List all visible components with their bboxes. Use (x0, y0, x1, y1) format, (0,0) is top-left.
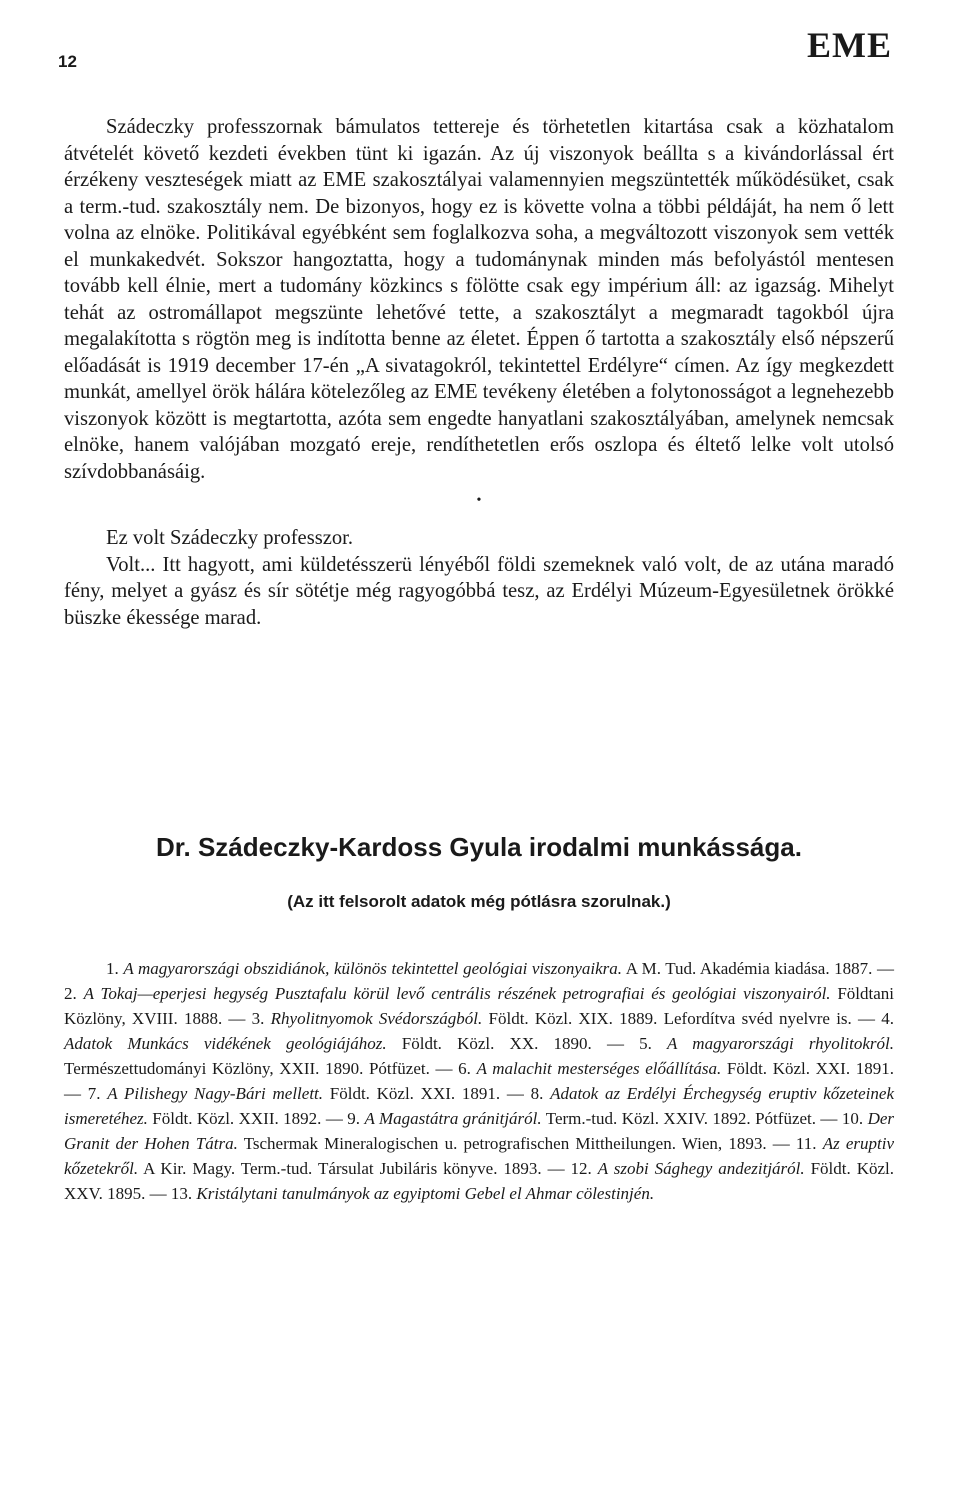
bibliography-text: 1. (106, 959, 124, 978)
bibliography-title: A magyarországi obszidiánok, különös tekintettel geológiai viszonyaikra. (123, 959, 623, 978)
bibliography-text: Földt. Közl. XXI. 1891. — 7. (64, 1059, 894, 1103)
page-number: 12 (58, 52, 77, 71)
bibliography-text: Földt. Közl. XXI. 1891. — 8. (323, 1084, 551, 1103)
bibliography-title: A magyarországi rhyolitokról. (667, 1034, 894, 1053)
section-note: (Az itt felsorolt adatok még pótlásra szorulnak.) (287, 892, 671, 911)
bibliography-text: Földt. Közl. XIX. 1889. Lefordítva svéd nyelvre is. — 4. (482, 1009, 894, 1028)
bibliography-text: Földt. Közl. XXII. 1892. — 9. (147, 1109, 365, 1128)
bibliography-text: A M. Tud. Akadémia kiadása. 1887. — 2. (64, 959, 894, 1003)
bibliography-text: A Kir. Magy. Term.-tud. Társulat Jubiláris könyve. 1893. — 12. (138, 1159, 598, 1178)
paragraph: Szádeczky professzornak bámulatos tettereje és törhetetlen kitartása csak a közhatalom átvételét követő kezdeti években tünt ki igazán. Az új viszonyok beállta s a kivándorlással ért érzékeny veszteségek miatt az EME szakosztályai valamennyien megszüntették működésüket, csak a term.-tud. szakosztály nem. De bizonyos, hogy ez is követte volna a többi példáját, ha nem ő lett volna az elnöke. Politikával egyébként sem foglalkozva soha, a megváltozott viszonyok sem vették el munkakedvét. Sokszor hangoztatta, hogy a tudománynak minden más befolyástól mentesen tovább kell élnie, mert a tudomány közkincs s fölötte csak egy impérium áll: az igazság. Mihelyt tehát az ostromállapot megszünte lehetővé tette, a szakosztályt a megmaradt tagokból újra megalakította s rögtön meg is indította benne az életet. Éppen ő tartotta a szakosztály első népszerű előadását is 1919 december 17-én „A sivatagokról, tekintettel Erdélyre“ címen. Az így megkezdett munkát, amellyel örök hálára kötelezőleg az EME tevékeny életében a folytonosságot a legnehezebb viszonyok között is megtartotta, azóta sem engedte hanyatlani szakosztályában, amelynek nemcsak elnöke, hanem valójában mozgató ereje, rendíthetetlen erős oszlopa és éltető lelke volt utolsó szívdobbanásáig. (64, 116, 894, 483)
bibliography-title: Az eruptiv kőzetekről. (64, 1134, 894, 1178)
bibliography-list (64, 956, 894, 1206)
bibliography-text: Földtani Közlöny, XVIII. 1888. — 3. (64, 984, 895, 1028)
bibliography-title: A Magastátra gránitjáról. (364, 1109, 542, 1128)
bibliography-title: A Tokaj—eperjesi hegység Pusztafalu körül levő centrális részének petrografiai és geológiai viszonyairól. (83, 984, 831, 1003)
bibliography-title: Rhyolitnyomok Svédországból. (270, 1009, 483, 1028)
bibliography-title: Kristálytani tanulmányok az egyiptomi Gebel el Ahmar cölestinjén. (196, 1184, 655, 1203)
bibliography-text: Földt. Közl. XX. 1890. — 5. (386, 1034, 668, 1053)
paragraph: Ez volt Szádeczky professzor. (106, 527, 354, 549)
section-separator: • (476, 493, 482, 508)
journal-mark: EME (806, 25, 892, 65)
bibliography-text: Természettudományi Közlöny, XXII. 1890. Pótfüzet. — 6. (64, 1059, 477, 1078)
paragraph: Volt... Itt hagyott, ami küldetésszerü lényéből földi szemeknek való volt, de az utána maradó fény, melyet a gyász és sír sötétje még ragyogóbbá tesz, az Erdélyi Múzeum-Egyesületnek örökké büszke ékessége marad. (64, 553, 894, 629)
bibliography-text: Földt. Közl. XXV. 1895. — 13. (64, 1159, 895, 1203)
bibliography-text: Term.-tud. Közl. XXIV. 1892. Pótfüzet. — 10. (541, 1109, 868, 1128)
bibliography-title: Adatok az Erdélyi Érchegység eruptiv kőzeteinek ismeretéhez. (64, 1084, 894, 1128)
section-title: Dr. Szádeczky-Kardoss Gyula irodalmi munkássága. (156, 832, 802, 862)
bibliography-title: A malachit mesterséges előállítása. (476, 1059, 722, 1078)
bibliography-title: Der Granit der Hohen Tátra. (64, 1109, 895, 1153)
bibliography-title: A szobi Sághegy andezitjáról. (597, 1159, 805, 1178)
bibliography-title: A Pilishegy Nagy-Bári mellett. (107, 1084, 324, 1103)
bibliography-title: Adatok Munkács vidékének geológiájához. (64, 1034, 387, 1053)
main-text (64, 114, 894, 631)
bibliography-text: Tschermak Mineralogischen u. petrografischen Mittheilungen. Wien, 1893. — 11. (237, 1134, 823, 1153)
